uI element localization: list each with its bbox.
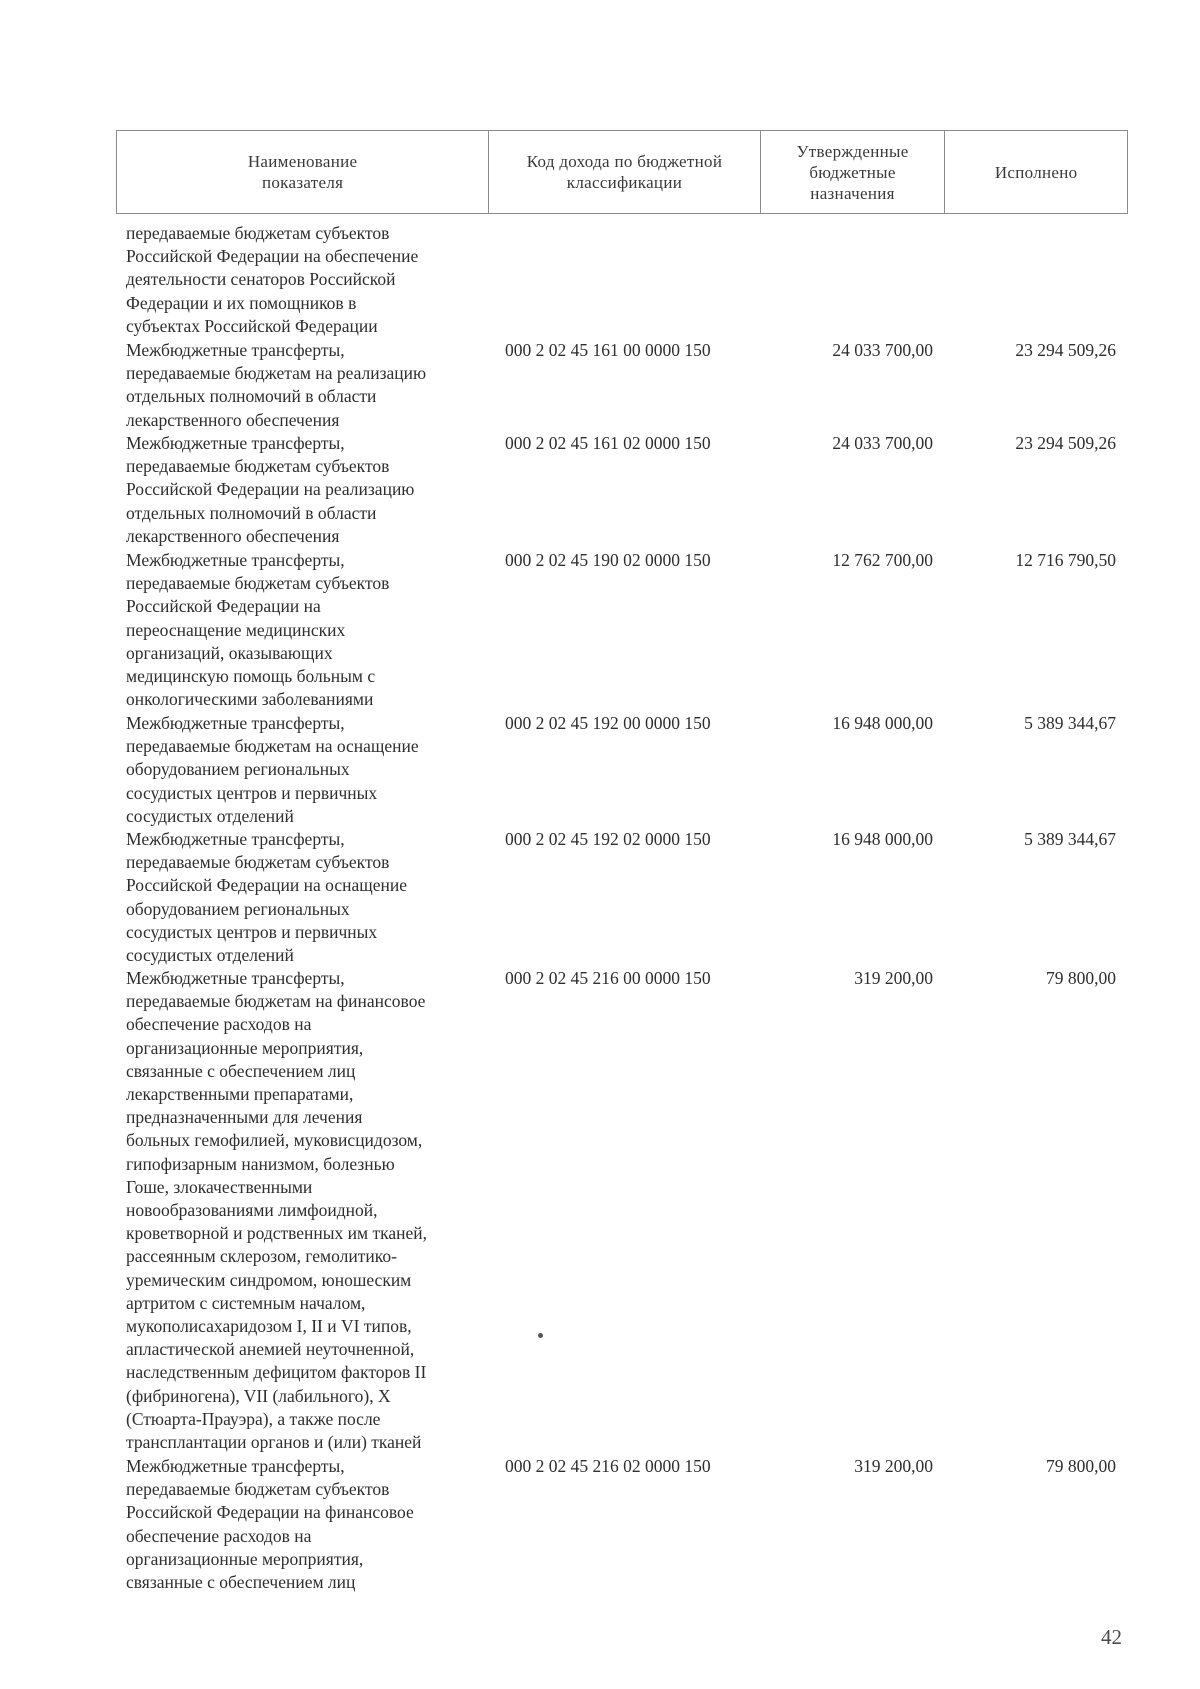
row-executed-amount: 12 716 790,50 bbox=[1015, 550, 1116, 570]
row-executed-amount: 23 294 509,26 bbox=[1015, 340, 1116, 360]
header-approved-budget-label: Утвержденные бюджетные назначения bbox=[796, 141, 909, 203]
row-executed-amount: 5 389 344,67 bbox=[1024, 713, 1116, 733]
table-header bbox=[116, 130, 1128, 214]
row-income-code: 000 2 02 45 190 02 0000 150 bbox=[505, 550, 711, 570]
row-indicator-name: Межбюджетные трансферты, передаваемые бюджетам на финансовое обеспечение расходов на организационные мероприятия, связанные с обеспечением лиц лекарственными препаратами, предназначенными для лечения больных гемофилией, муковисцидозом, гипофизарным нанизмом, болезнью Гоше, злокачественными новообразованиями лимфоидной, кроветворной и родственных им тканей, рассеянным склерозом, гемолитико- уремическим синдромом, юношеским артритом с системным началом, мукополисахаридозом I, II и VI типов, апластической анемией неуточненной, наследственным дефицитом факторов II (фибриногена), VII (лабильного), X (Стюарта-Прауэра), а также после трансплантации органов и (или) тканей bbox=[126, 968, 428, 1453]
row-income-code: 000 2 02 45 161 00 0000 150 bbox=[505, 340, 711, 360]
header-executed-label: Исполнено bbox=[994, 162, 1078, 182]
row-indicator-name: Межбюджетные трансферты, передаваемые бюджетам субъектов Российской Федерации на оснащение оборудованием региональных сосудистых центров и первичных сосудистых отделений bbox=[126, 829, 407, 966]
row-indicator-name: Межбюджетные трансферты, передаваемые бюджетам субъектов Российской Федерации на финансовое обеспечение расходов на организационные мероприятия, связанные с обеспечением лиц bbox=[126, 1456, 414, 1593]
stray-dot-mark bbox=[538, 1333, 543, 1338]
row-income-code: 000 2 02 45 216 00 0000 150 bbox=[505, 968, 711, 988]
row-indicator-name: Межбюджетные трансферты, передаваемые бюджетам на реализацию отдельных полномочий в области лекарственного обеспечения bbox=[126, 340, 427, 430]
header-approved-budget bbox=[761, 131, 946, 213]
row-indicator-name: Межбюджетные трансферты, передаваемые бюджетам субъектов Российской Федерации на реализацию отдельных полномочий в области лекарственного обеспечения bbox=[126, 433, 415, 546]
row-income-code: 000 2 02 45 192 00 0000 150 bbox=[505, 713, 711, 733]
row-executed-amount: 5 389 344,67 bbox=[1024, 829, 1116, 849]
row-income-code: 000 2 02 45 216 02 0000 150 bbox=[505, 1456, 711, 1476]
header-income-code bbox=[489, 131, 760, 213]
row-indicator-name: передаваемые бюджетам субъектов Российской Федерации на обеспечение деятельности сенаторов Российской Федерации и их помощников в субъектах Российской Федерации bbox=[126, 223, 419, 336]
row-approved-amount: 16 948 000,00 bbox=[832, 829, 933, 849]
row-approved-amount: 319 200,00 bbox=[854, 968, 933, 988]
row-approved-amount: 24 033 700,00 bbox=[832, 433, 933, 453]
header-indicator-name-label: Наименование показателя bbox=[247, 152, 358, 192]
row-income-code: 000 2 02 45 161 02 0000 150 bbox=[505, 433, 711, 453]
row-executed-amount: 79 800,00 bbox=[1046, 1456, 1116, 1476]
row-income-code: 000 2 02 45 192 02 0000 150 bbox=[505, 829, 711, 849]
row-approved-amount: 24 033 700,00 bbox=[832, 340, 933, 360]
row-executed-amount: 79 800,00 bbox=[1046, 968, 1116, 988]
header-income-code-label: Код дохода по бюджетной классификации bbox=[526, 152, 723, 192]
page-number: 42 bbox=[1101, 1625, 1122, 1649]
row-approved-amount: 16 948 000,00 bbox=[832, 713, 933, 733]
row-indicator-name: Межбюджетные трансферты, передаваемые бюджетам на оснащение оборудованием региональных сосудистых центров и первичных сосудистых отделений bbox=[126, 713, 419, 826]
header-indicator-name bbox=[117, 131, 489, 213]
row-indicator-name: Межбюджетные трансферты, передаваемые бюджетам субъектов Российской Федерации на переоснащение медицинских организаций, оказывающих медицинскую помощь больным с онкологическими заболеваниями bbox=[126, 550, 390, 710]
row-approved-amount: 12 762 700,00 bbox=[832, 550, 933, 570]
row-executed-amount: 23 294 509,26 bbox=[1015, 433, 1116, 453]
header-executed bbox=[945, 131, 1127, 213]
row-approved-amount: 319 200,00 bbox=[854, 1456, 933, 1476]
